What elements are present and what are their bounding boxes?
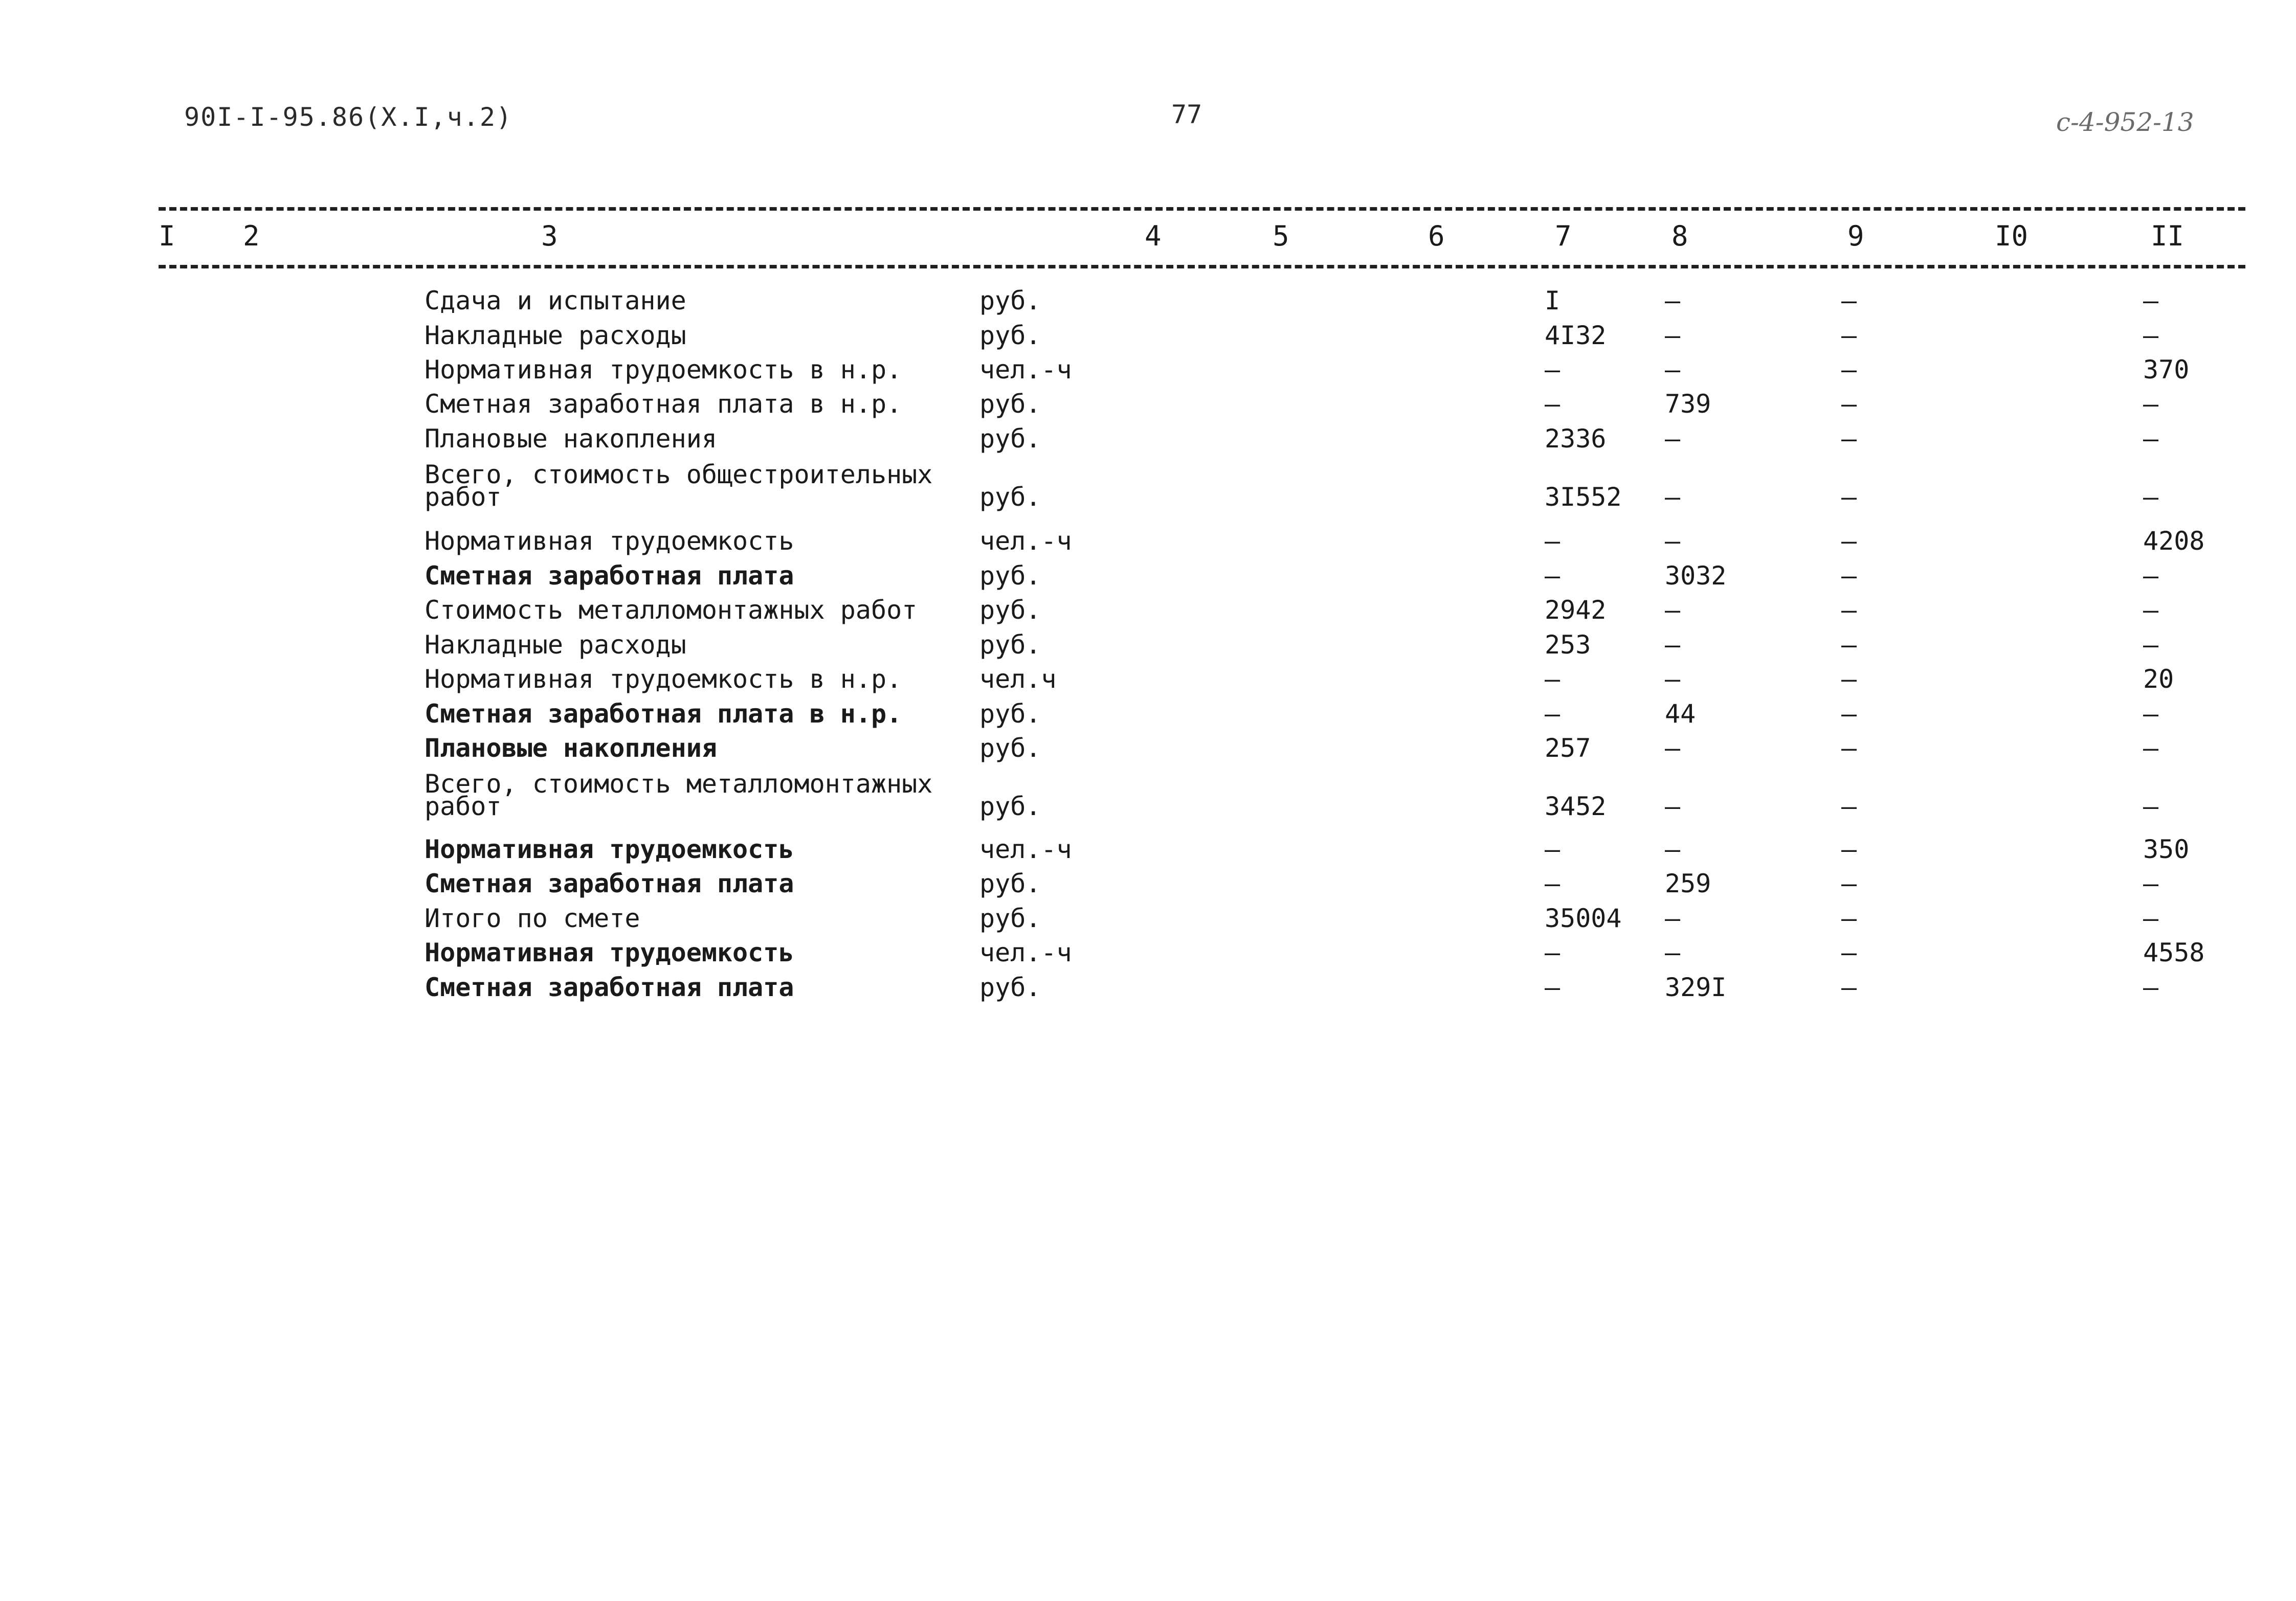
row-unit: руб. [979,482,1041,512]
table-row [0,424,2296,458]
row-col-8: – [1665,733,1681,763]
row-col-11: – [2143,424,2159,454]
row-col-11: – [2143,733,2159,763]
row-col-11: – [2143,561,2159,591]
row-unit: руб. [979,321,1041,350]
row-col-11: – [2143,389,2159,419]
row-name: Нормативная трудоемкость [425,938,794,967]
table-header-rule [159,265,2245,268]
row-unit: руб. [979,904,1041,933]
row-col-8: – [1665,792,1681,821]
row-col-8: – [1665,630,1681,660]
row-name-continuation: работ [425,792,502,821]
document-code: 90I-I-95.86(X.I,ч.2) [184,102,513,132]
row-col-7: – [1545,664,1561,694]
row-name: Нормативная трудоемкость [425,526,794,556]
table-row [0,869,2296,903]
row-col-8: – [1665,321,1681,350]
table-row [0,699,2296,733]
row-name: Плановые накопления [425,733,717,763]
archive-code: с-4-952-13 [2056,107,2194,137]
row-col-9: – [1841,699,1857,729]
table-row [0,460,2296,512]
row-name: Стоимость металломонтажных работ [425,595,918,625]
table-row [0,389,2296,423]
row-col-9: – [1841,792,1857,821]
row-name: Накладные расходы [425,321,686,350]
row-col-7: 257 [1545,733,1591,763]
row-name: Сметная заработная плата в н.р. [425,699,902,729]
row-col-9: – [1841,595,1857,625]
column-number-3: 3 [541,220,558,252]
row-col-8: 739 [1665,389,1711,419]
row-col-9: – [1841,835,1857,864]
table-row [0,630,2296,664]
row-col-9: – [1841,630,1857,660]
column-number-7: 7 [1555,220,1572,252]
row-unit: чел.-ч [979,835,1072,864]
row-col-7: – [1545,389,1561,419]
row-col-11: – [2143,482,2159,512]
row-unit: руб. [979,286,1041,315]
row-col-7: – [1545,699,1561,729]
row-unit: руб. [979,561,1041,591]
row-col-9: – [1841,355,1857,385]
row-col-11: – [2143,973,2159,1002]
row-col-9: – [1841,561,1857,591]
table-row [0,595,2296,629]
row-col-9: – [1841,424,1857,454]
row-name: Плановые накопления [425,424,717,454]
row-col-11: 4558 [2143,938,2205,967]
row-name: Сметная заработная плата [425,561,794,591]
row-col-9: – [1841,286,1857,315]
row-unit: руб. [979,869,1041,898]
row-col-7: – [1545,938,1561,967]
row-unit: руб. [979,630,1041,660]
row-unit: руб. [979,699,1041,729]
table-row [0,973,2296,1006]
row-col-7: – [1545,355,1561,385]
table-row [0,733,2296,767]
row-col-8: – [1665,482,1681,512]
table-row [0,561,2296,595]
row-col-7: I [1545,286,1561,315]
row-name: Накладные расходы [425,630,686,660]
column-number-10: I0 [1995,220,2028,252]
row-name: Сметная заработная плата в н.р. [425,389,902,419]
row-col-8: – [1665,664,1681,694]
row-name: Нормативная трудоемкость в н.р. [425,355,902,385]
row-unit: руб. [979,424,1041,454]
row-col-7: 3452 [1545,792,1607,821]
row-name: Всего, стоимость металломонтажных [425,769,933,799]
column-number-1: I [159,220,175,252]
row-col-8: – [1665,595,1681,625]
row-col-8: – [1665,355,1681,385]
row-col-7: – [1545,526,1561,556]
row-col-7: – [1545,835,1561,864]
row-col-8: 3032 [1665,561,1727,591]
table-row [0,526,2296,560]
row-col-11: – [2143,792,2159,821]
row-unit: чел.-ч [979,355,1072,385]
row-col-9: – [1841,904,1857,933]
row-col-8: – [1665,424,1681,454]
row-col-8: 259 [1665,869,1711,898]
row-unit: чел.ч [979,664,1057,694]
row-col-8: – [1665,938,1681,967]
row-col-8: – [1665,286,1681,315]
row-col-11: 370 [2143,355,2190,385]
row-col-9: – [1841,869,1857,898]
row-name: Сдача и испытание [425,286,686,315]
row-unit: руб. [979,792,1041,821]
table-row [0,664,2296,698]
column-number-2: 2 [243,220,260,252]
table-row [0,904,2296,937]
table-row [0,286,2296,320]
row-unit: чел.-ч [979,526,1072,556]
row-col-8: 329I [1665,973,1727,1002]
row-col-8: 44 [1665,699,1696,729]
row-name: Нормативная трудоемкость [425,835,794,864]
row-col-11: – [2143,595,2159,625]
row-col-7: 2336 [1545,424,1607,454]
table-row [0,355,2296,389]
row-name-continuation: работ [425,482,502,512]
row-unit: чел.-ч [979,938,1072,967]
column-number-5: 5 [1273,220,1289,252]
row-col-11: – [2143,630,2159,660]
row-unit: руб. [979,389,1041,419]
column-number-6: 6 [1428,220,1445,252]
table-row [0,769,2296,821]
row-col-8: – [1665,526,1681,556]
row-col-11: – [2143,869,2159,898]
row-col-7: – [1545,561,1561,591]
row-col-11: – [2143,286,2159,315]
column-number-11: II [2151,220,2184,252]
column-number-8: 8 [1671,220,1688,252]
row-name: Итого по смете [425,904,640,933]
row-name: Сметная заработная плата [425,973,794,1002]
row-col-9: – [1841,733,1857,763]
row-col-9: – [1841,321,1857,350]
table-row [0,835,2296,868]
table-row [0,321,2296,354]
row-col-9: – [1841,973,1857,1002]
row-col-11: – [2143,321,2159,350]
row-col-7: – [1545,973,1561,1002]
page-number: 77 [1171,100,1202,129]
row-col-8: – [1665,835,1681,864]
row-col-11: 350 [2143,835,2190,864]
row-unit: руб. [979,973,1041,1002]
row-col-7: 35004 [1545,904,1622,933]
row-col-7: 2942 [1545,595,1607,625]
row-name: Сметная заработная плата [425,869,794,898]
table-row [0,938,2296,972]
row-col-9: – [1841,389,1857,419]
row-col-9: – [1841,938,1857,967]
row-col-8: – [1665,904,1681,933]
row-col-11: 20 [2143,664,2174,694]
row-col-7: 253 [1545,630,1591,660]
row-col-11: – [2143,904,2159,933]
row-col-11: 4208 [2143,526,2205,556]
row-col-11: – [2143,699,2159,729]
row-col-7: 3I552 [1545,482,1622,512]
row-col-9: – [1841,664,1857,694]
column-number-9: 9 [1847,220,1864,252]
row-unit: руб. [979,733,1041,763]
table-top-rule [159,207,2245,211]
column-number-4: 4 [1145,220,1162,252]
row-col-9: – [1841,482,1857,512]
row-col-7: – [1545,869,1561,898]
row-name: Нормативная трудоемкость в н.р. [425,664,902,694]
row-col-7: 4I32 [1545,321,1607,350]
row-col-9: – [1841,526,1857,556]
row-unit: руб. [979,595,1041,625]
row-name: Всего, стоимость общестроительных [425,460,933,489]
